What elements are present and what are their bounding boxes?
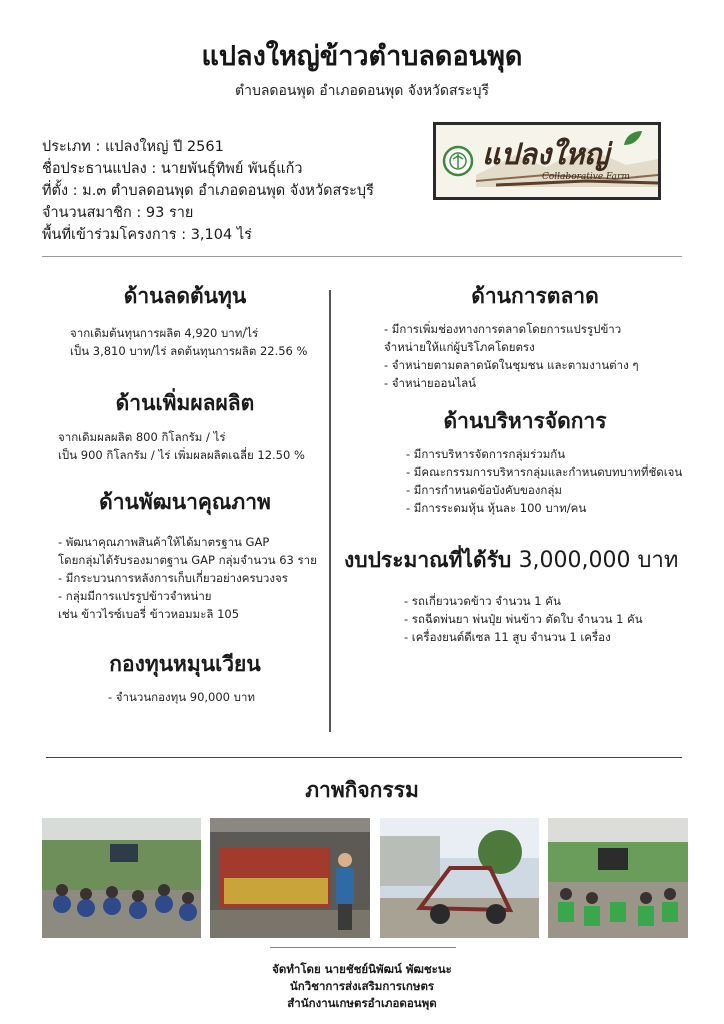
quality-details	[58, 533, 317, 623]
fund-heading: กองทุนหมุนเวียน	[109, 652, 261, 676]
activity-photo-2	[210, 818, 370, 938]
info-chair: ชื่อประธานแปลง : นายพันธุ์ทิพย์ พันธุ์แก้ว	[42, 161, 303, 177]
budget-details	[404, 592, 643, 646]
logo-text: แปลงใหญ่	[482, 137, 610, 171]
project-info	[42, 136, 374, 246]
cost-heading: ด้านลดต้นทุน	[123, 284, 247, 308]
text-line: เช่น ข้าวไรซ์เบอรี่ ข้าวหอมมะลิ 105	[58, 607, 240, 621]
leaf-icon	[622, 129, 644, 147]
budget-label: งบประมาณที่ได้รับ	[344, 548, 512, 572]
text-line: - จำหน่ายตามตลาดนัดในชุมชน และตามงานต่าง ๆ	[384, 358, 639, 372]
text-line: - มีกระบวนการหลังการเก็บเกี่ยวอย่างครบวงจร	[58, 571, 288, 585]
text-line: - มีการเพิ่มช่องทางการตลาดโดยการแปรรูปข้าว	[384, 322, 622, 336]
agriculture-emblem-icon	[442, 145, 474, 177]
page-subtitle: ตำบลดอนพุด อำเภอดอนพุด จังหวัดสระบุรี	[234, 83, 489, 99]
marketing-heading: ด้านการตลาด	[471, 284, 599, 308]
column-divider	[329, 290, 331, 732]
activity-photo-4	[548, 818, 688, 938]
divider-activities	[46, 757, 682, 758]
yield-heading: ด้านเพิ่มผลผลิต	[115, 391, 255, 415]
text-line: - รถเกี่ยวนวดข้าว จำนวน 1 คัน	[404, 594, 561, 608]
logo-subtext: Collaborative Farm	[542, 172, 630, 182]
budget-heading	[344, 542, 678, 577]
text-line: - รถฉีดพ่นยา พ่นปุ๋ย พ่นข้าว ตัดใบ จำนวน 1 คัน	[404, 612, 643, 626]
collaborative-farm-logo	[433, 122, 661, 200]
info-area: พื้นที่เข้าร่วมโครงการ : 3,104 ไร่	[42, 227, 252, 243]
activities-heading: ภาพกิจกรรม	[305, 778, 419, 802]
budget-amount: 3,000,000 บาท	[518, 548, 679, 573]
text-line: เป็น 3,810 บาท/ไร่ ลดต้นทุนการผลิต 22.56 %	[70, 344, 308, 358]
management-heading: ด้านบริหารจัดการ	[443, 409, 607, 433]
management-details	[406, 445, 682, 517]
text-line: - มีการบริหารจัดการกลุ่มร่วมกัน	[406, 447, 566, 461]
text-line: จำหน่ายให้แก่ผู้บริโภคโดยตรง	[384, 340, 535, 354]
credit-author: จัดทำโดย นายชัชย์นิพัฒน์ พัฒชะนะ	[272, 962, 452, 976]
text-line: - เครื่องยนต์ดีเซล 11 สูบ จำนวน 1 เครื่อง	[404, 630, 611, 644]
activity-photo-3	[380, 818, 539, 938]
info-members: จำนวนสมาชิก : 93 ราย	[42, 205, 194, 221]
credit-position: นักวิชาการส่งเสริมการเกษตร	[289, 979, 435, 993]
cost-details	[70, 324, 307, 360]
text-line: จากเดิมต้นทุนการผลิต 4,920 บาท/ไร่	[70, 326, 259, 340]
text-line: - กลุ่มมีการแปรรูปข้าวจำหน่าย	[58, 589, 212, 603]
yield-details	[58, 428, 305, 464]
divider-top	[42, 256, 682, 257]
fund-details	[108, 688, 255, 706]
quality-heading: ด้านพัฒนาคุณภาพ	[99, 490, 271, 514]
text-line: - มีคณะกรรมการบริหารกลุ่มและกำหนดบทบาทที่ชัดเจน	[406, 465, 683, 479]
text-line: - มีการกำหนดข้อบังคับของกลุ่ม	[406, 483, 562, 497]
credit-block	[0, 961, 724, 1012]
text-line: เป็น 900 กิโลกรัม / ไร่ เพิ่มผลผลิตเฉลี่ย 12.50 %	[58, 448, 305, 462]
text-line: - มีการระดมหุ้น หุ้นละ 100 บาท/คน	[406, 501, 587, 515]
text-line: - จำนวนกองทุน 90,000 บาท	[108, 690, 255, 704]
activity-photo-1	[42, 818, 201, 938]
credit-office: สำนักงานเกษตรอำเภอดอนพุด	[287, 996, 437, 1010]
text-line: - พัฒนาคุณภาพสินค้าให้ได้มาตรฐาน GAP	[58, 535, 270, 549]
page-title: แปลงใหญ่ข้าวตำบลดอนพุด	[201, 41, 523, 72]
info-location: ที่ตั้ง : ม.๓ ตำบลดอนพุด อำเภอดอนพุด จังหวัดสระบุรี	[42, 183, 374, 199]
marketing-details	[384, 320, 639, 392]
text-line: จากเดิมผลผลิต 800 กิโลกรัม / ไร่	[58, 430, 226, 444]
text-line: - จำหน่ายออนไลน์	[384, 376, 477, 390]
info-type: ประเภท : แปลงใหญ่ ปี 2561	[42, 139, 224, 155]
divider-credit	[270, 947, 456, 948]
text-line: โดยกลุ่มได้รับรองมาตฐาน GAP กลุ่มจำนวน 63 ราย	[58, 553, 317, 567]
